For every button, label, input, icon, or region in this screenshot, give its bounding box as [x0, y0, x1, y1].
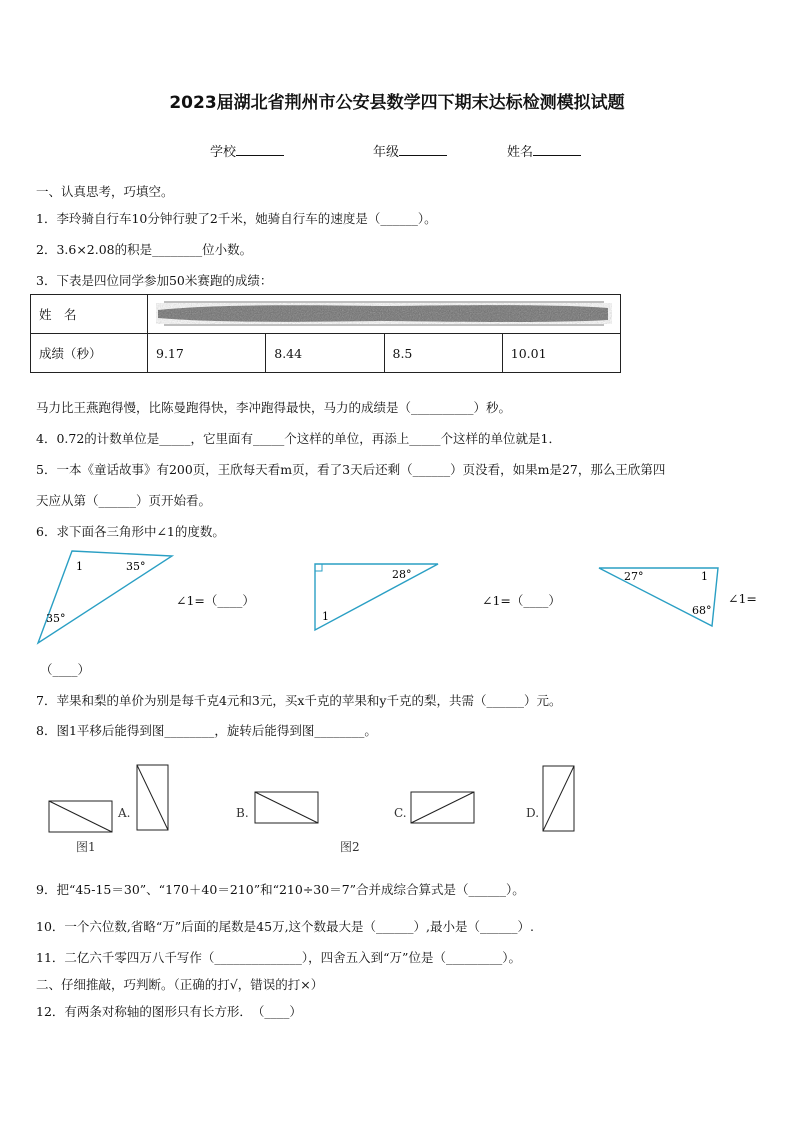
question-3: 3．下表是四位同学参加50米赛跑的成绩：: [36, 273, 273, 288]
figure-1-label: 图1: [76, 840, 96, 854]
option-d-label: D.: [526, 806, 540, 820]
question-10: 10．一个六位数,省略“万”后面的尾数是45万,这个数最大是（______）,最小是（______）.: [36, 919, 534, 934]
figure-1-rectangle: [48, 800, 114, 834]
option-a-label: A.: [118, 806, 131, 820]
school-label: 学校: [210, 145, 237, 160]
question-2: 2．3.6×2.08的积是________位小数。: [36, 242, 253, 257]
scores-header: 成绩（秒）: [31, 334, 148, 373]
question-1: 1．李玲骑自行车10分钟行驶了2千米，她骑自行车的速度是（______）。: [36, 211, 437, 226]
names-header: 姓 名: [31, 295, 148, 334]
triangle-2-figure: [310, 560, 442, 635]
triangle-3-mark: 1: [701, 570, 708, 583]
triangle-3-angle-left: 27°: [624, 570, 644, 583]
redacted-names-image: [156, 298, 612, 328]
score-cell: 9.17: [148, 334, 266, 373]
triangle-1-figure: [34, 548, 174, 648]
question-4: 4．0.72的计数单位是_____，它里面有_____个这样的单位，再添上_____个这样的单位就是1．: [36, 431, 561, 446]
score-cell: 8.44: [266, 334, 384, 373]
grade-label: 年级: [373, 145, 400, 160]
question-5-line2: 天应从第（______）页开始看。: [36, 493, 212, 508]
triangle-3-answer: ∠1=: [728, 591, 757, 606]
triangle-3-answer-continued: （____）: [40, 662, 91, 677]
score-cell: 10.01: [502, 334, 620, 373]
question-9: 9．把“45-15＝30”、“170＋40＝210”和“210÷30＝7”合并成综合算式是（______）。: [36, 882, 525, 897]
grade-blank: [399, 143, 447, 156]
question-5-line1: 5．一本《童话故事》有200页，王欣每天看m页，看了3天后还剩（______）页没看，如果m是27，那么王欣第四: [36, 462, 666, 477]
triangle-2-answer: ∠1=（____）: [482, 593, 561, 608]
section-2-heading: 二、仔细推敲，巧判断。（正确的打√，错误的打×）: [36, 977, 324, 992]
section-1-heading: 一、认真思考，巧填空。: [36, 184, 174, 199]
option-a-rectangle: [136, 764, 170, 832]
question-8: 8．图1平移后能得到图________，旋转后能得到图________。: [36, 723, 377, 738]
question-11: 11．二亿六千零四万八千写作（______________），四舍五入到“万”位是（_________）。: [36, 950, 521, 965]
name-field: [507, 141, 581, 160]
figure-2-label: 图2: [340, 840, 360, 854]
score-table: [30, 294, 621, 373]
school-blank: [236, 143, 284, 156]
option-b-rectangle: [254, 791, 320, 825]
name-label: 姓名: [507, 145, 534, 160]
table-row-scores: [31, 334, 621, 373]
option-c-rectangle: [410, 791, 476, 825]
triangle-2-mark: 1: [322, 610, 329, 623]
name-blank: [533, 143, 581, 156]
page-title: 2023届湖北省荆州市公安县数学四下期末达标检测模拟试题: [169, 93, 625, 113]
triangle-1-angle-bottom: 35°: [46, 612, 66, 625]
option-c-label: C.: [394, 806, 407, 820]
question-6: 6．求下面各三角形中∠1的度数。: [36, 524, 225, 539]
triangle-2-angle: 28°: [392, 568, 412, 581]
triangle-1-mark: 1: [76, 560, 83, 573]
table-row-names: [31, 295, 621, 334]
names-redacted-cell: [148, 295, 621, 334]
triangle-3-figure: [596, 564, 722, 630]
question-12: 12．有两条对称轴的图形只有长方形． （____）: [36, 1004, 302, 1019]
option-d-rectangle: [542, 765, 576, 833]
grade-field: [373, 141, 447, 160]
question-3-followup: 马力比王燕跑得慢，比陈曼跑得快，李冲跑得最快，马力的成绩是（__________）秒。: [36, 400, 512, 415]
triangle-3-angle-right: 68°: [692, 604, 712, 617]
triangle-1-angle-top: 35°: [126, 560, 146, 573]
option-b-label: B.: [236, 806, 249, 820]
question-7: 7．苹果和梨的单价为别是每千克4元和3元，买x千克的苹果和y千克的梨，共需（______）元。: [36, 693, 562, 708]
school-field: [210, 141, 284, 160]
triangle-1-answer: ∠1=（____）: [176, 593, 255, 608]
score-cell: 8.5: [384, 334, 502, 373]
